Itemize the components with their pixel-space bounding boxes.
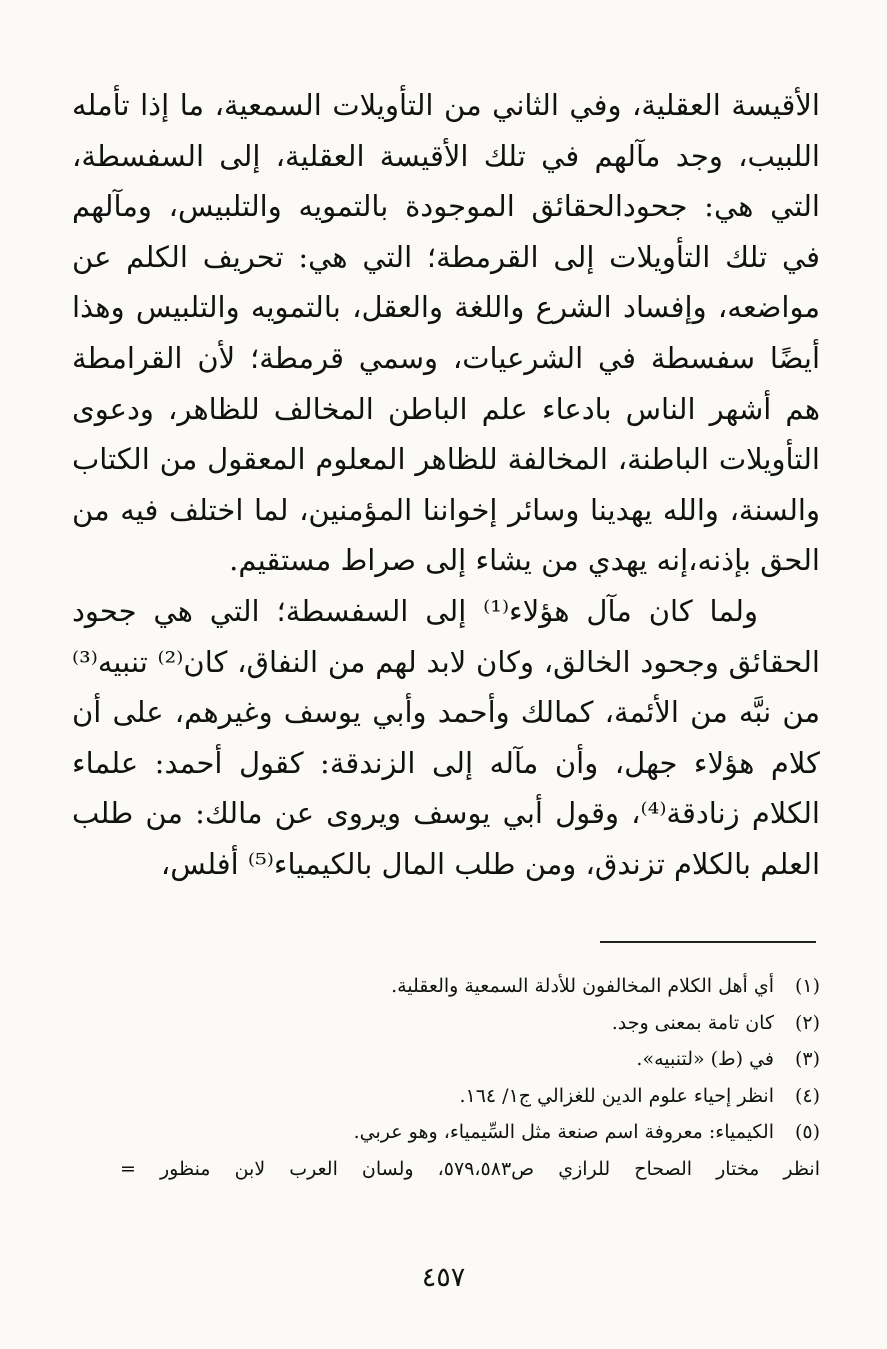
paragraph-1: الأقيسة العقلية، وفي الثاني من التأويلات السمعية، ما إذا تأمله اللبيب، وجد مآلهم في تلك الأقيسة العقلية، إلى السفسطة، التي هي: جحودالحقائق الموجودة بالتمويه والتلبيس، ومآلهم في تلك التأويلات إلى القرمطة؛ التي هي: تحريف الكلم عن مواضعه، وإفساد الشرع واللغة والعقل، بالتمويه والتلبيس وهذا أيضًا سفسطة في الشرعيات، وسمي قرمطة؛ لأن القرامطة هم أشهر الناس بادعاء علم الباطن المخالف للظاهر، ودعوى التأويلات الباطنة، المخالفة للظاهر المعلوم المعقول من الكتاب والسنة، والله يهدينا وسائر إخواننا المؤمنين، لما اختلف فيه من الحق بإذنه،إنه يهدي من يشاء إلى صراط مستقيم. [72, 88, 821, 578]
footnote-text: كان تامة بمعنى وجد. [611, 1011, 774, 1034]
paragraph-2: ولما كان مآل هؤلاء⁽¹⁾ إلى السفسطة؛ التي هي جحود الحقائق وجحود الخالق، وكان لابد لهم من النفاق، كان⁽²⁾ تنبيه⁽³⁾ من نبَّه من الأئمة، كمالك وأحمد وأبي يوسف وغيرهم، على أن كلام هؤلاء جهل، وأن مآله إلى الزندقة: كقول أحمد: علماء الكلام زنادقة⁽⁴⁾، وقول أبي يوسف ويروى عن مالك: من طلب العلم بالكلام تزندق، ومن طلب المال بالكيمياء⁽⁵⁾ أفلس، [72, 593, 820, 881]
footnote-5-continuation: انظر مختار الصحاح للرازي ص٥٧٩،٥٨٣، ولسان العرب لابن منظور = [120, 1157, 820, 1180]
footnote-number: (١) [794, 975, 820, 997]
footnote-number: (٣) [794, 1048, 820, 1070]
footnote-2 [120, 1005, 820, 1042]
footnote-text: في (ط) «لتنبيه». [636, 1048, 774, 1070]
footnote-text: الكيمياء: معروفة اسم صنعة مثل السِّيمياء، وهو عربي. [353, 1121, 774, 1143]
footnote-number: (٢) [794, 1011, 820, 1034]
footnote-number: (٥) [794, 1121, 820, 1143]
footnote-1 [120, 968, 820, 1005]
footnote-text: أي أهل الكلام المخالفون للأدلة السمعية والعقلية. [391, 975, 774, 997]
footnote-4 [120, 1078, 820, 1115]
footnotes [120, 968, 820, 1187]
footnote-separator [600, 941, 816, 943]
page-number: ٤٥٧ [421, 1262, 466, 1293]
main-text [72, 80, 820, 890]
footnote-number: (٤) [794, 1084, 820, 1107]
footnote-3 [120, 1041, 820, 1078]
footnote-5 [120, 1114, 820, 1151]
footnote-text: انظر إحياء علوم الدين للغزالي ج١/ ١٦٤. [459, 1084, 774, 1107]
